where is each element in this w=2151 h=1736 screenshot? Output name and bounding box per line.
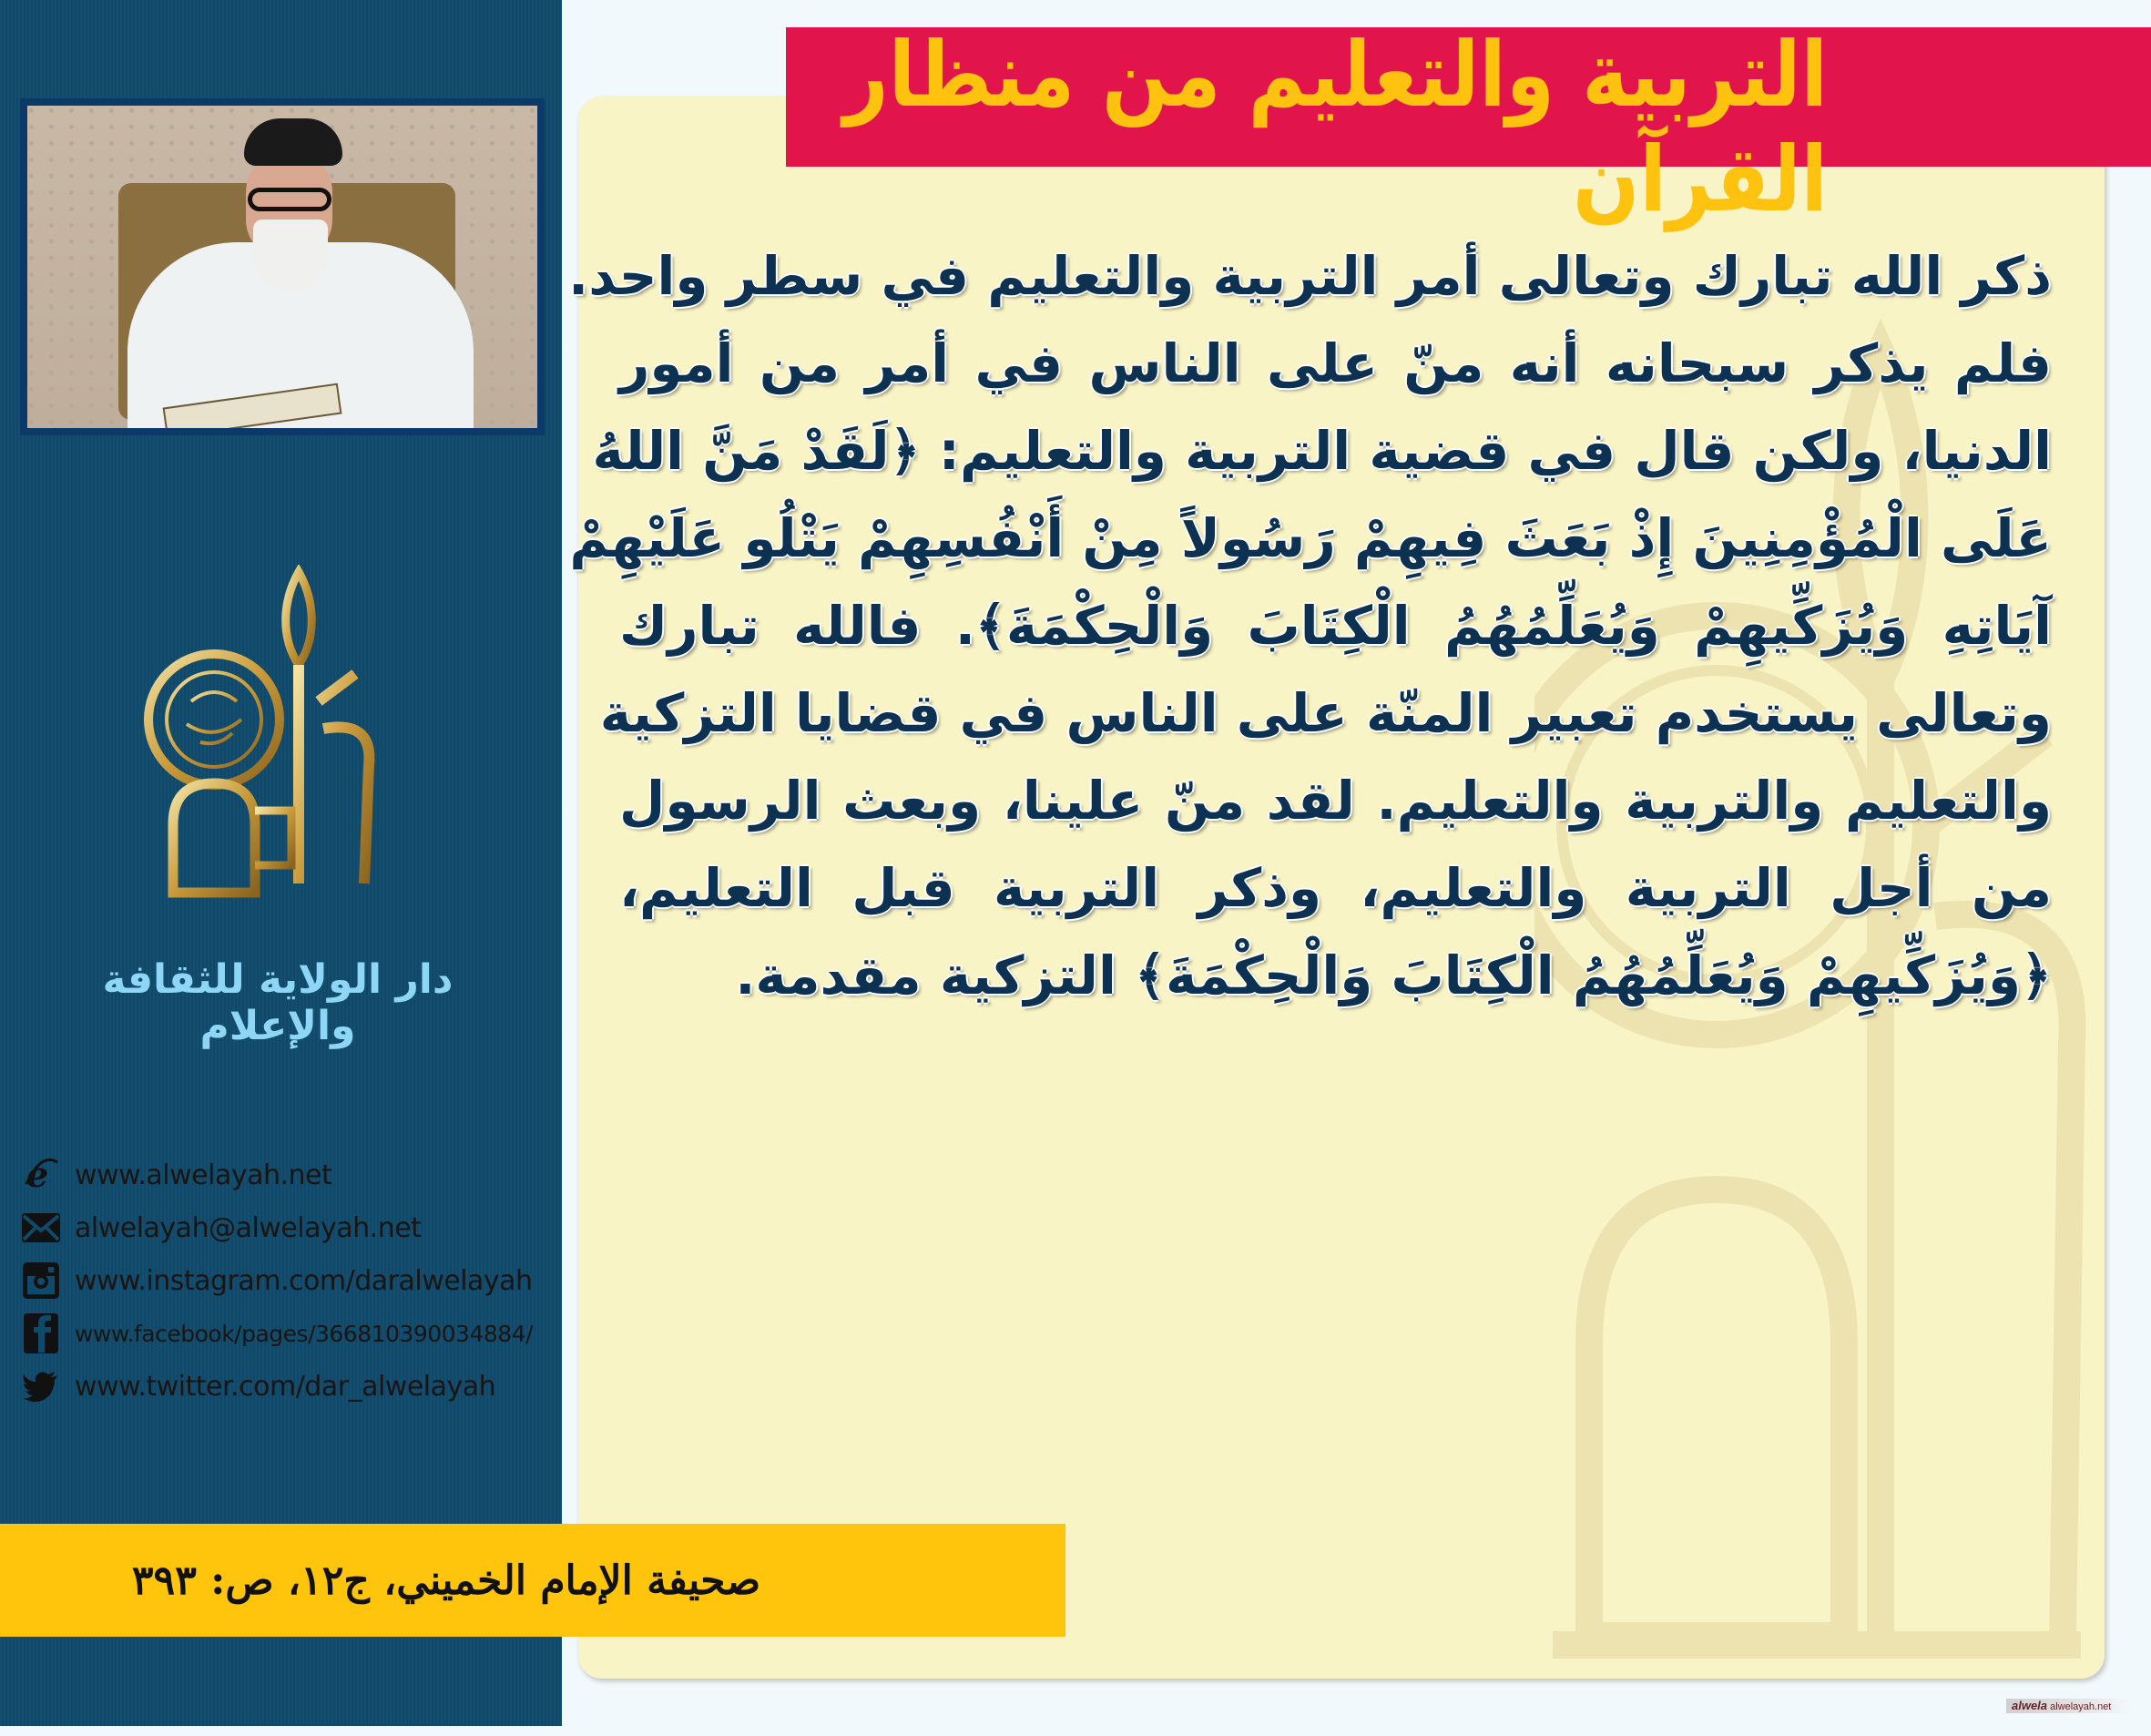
portrait-photo-frame (20, 98, 545, 435)
body-line: عَلَى الْمُؤْمِنِينَ إِذْ بَعَثَ فِيهِمْ رَسُولاً مِنْ أَنْفُسِهِمْ يَتْلُو عَلَيْهِمْ (569, 507, 2052, 569)
source-citation-bar (0, 1524, 1065, 1637)
logo-icon (137, 565, 401, 920)
contact-facebook[interactable] (20, 1308, 533, 1359)
sidebar (0, 0, 562, 1726)
contact-email-text: alwelayah@alwelayah.net (75, 1211, 422, 1244)
photo-turban (244, 118, 342, 166)
internet-explorer-icon (20, 1154, 62, 1196)
body-line: وتعالى يستخدم تعبير المنّة على الناس في قضايا التزكية (599, 682, 2052, 744)
contact-website-text: www.alwelayah.net (75, 1159, 332, 1191)
body-line: ﴿وَيُزَكِّيهِمْ وَيُعَلِّمُهُمُ الْكِتَابَ وَالْحِكْمَةَ﴾ التزكية مقدمة. (735, 945, 2052, 1006)
contact-twitter-text: www.twitter.com/dar_alwelayah (75, 1370, 496, 1403)
body-line: آيَاتِهِ وَيُزَكِّيهِمْ وَيُعَلِّمُهُمُ الْكِتَابَ وَالْحِكْمَةَ﴾. فالله تبارك (619, 595, 2052, 657)
body-line: من أجل التربية والتعليم، وذكر التربية قبل التعليم، (619, 857, 2052, 919)
site-tag-brand: alwela (2012, 1699, 2048, 1712)
source-citation: صحيفة الإمام الخميني، ج١٢، ص: ٣٩٣ (131, 1557, 761, 1604)
twitter-icon (20, 1365, 62, 1407)
photo-beard (253, 220, 328, 292)
contact-list (20, 1149, 533, 1414)
org-name: دار الولاية للثقافة والإعلام (102, 956, 454, 1049)
page-title: التربية والتعليم من منظار القرآن (843, 23, 1828, 232)
contact-twitter[interactable] (20, 1361, 533, 1412)
email-icon (20, 1207, 62, 1249)
svg-text:e: e (26, 1157, 49, 1193)
title-banner (786, 23, 2151, 232)
body-line: ذكر الله تبارك وتعالى أمر التربية والتعليم في سطر واحد. (568, 245, 2052, 307)
body-line: الدنيا، ولكن قال في قضية التربية والتعليم: ﴿لَقَدْ مَنَّ اللهُ (592, 420, 2052, 482)
contact-instagram[interactable] (20, 1255, 533, 1306)
contact-email[interactable] (20, 1202, 533, 1253)
contact-website[interactable] (20, 1149, 533, 1200)
instagram-icon (20, 1260, 62, 1302)
site-tag[interactable] (2006, 1699, 2131, 1713)
contact-instagram-text: www.instagram.com/daralwelayah (75, 1264, 533, 1297)
facebook-icon (20, 1312, 62, 1354)
body-line: فلم يذكر سبحانه أنه منّ على الناس في أمر من أمور (619, 332, 2052, 394)
body-text (568, 232, 2052, 1019)
photo-glasses (248, 188, 331, 211)
contact-facebook-text: www.facebook/pages/366810390034884/ (75, 1320, 533, 1347)
site-tag-domain: alwelayah.net (2050, 1701, 2112, 1712)
body-line: والتعليم والتربية والتعليم. لقد منّ علينا، وبعث الرسول (619, 770, 2052, 832)
portrait-photo (27, 106, 537, 428)
